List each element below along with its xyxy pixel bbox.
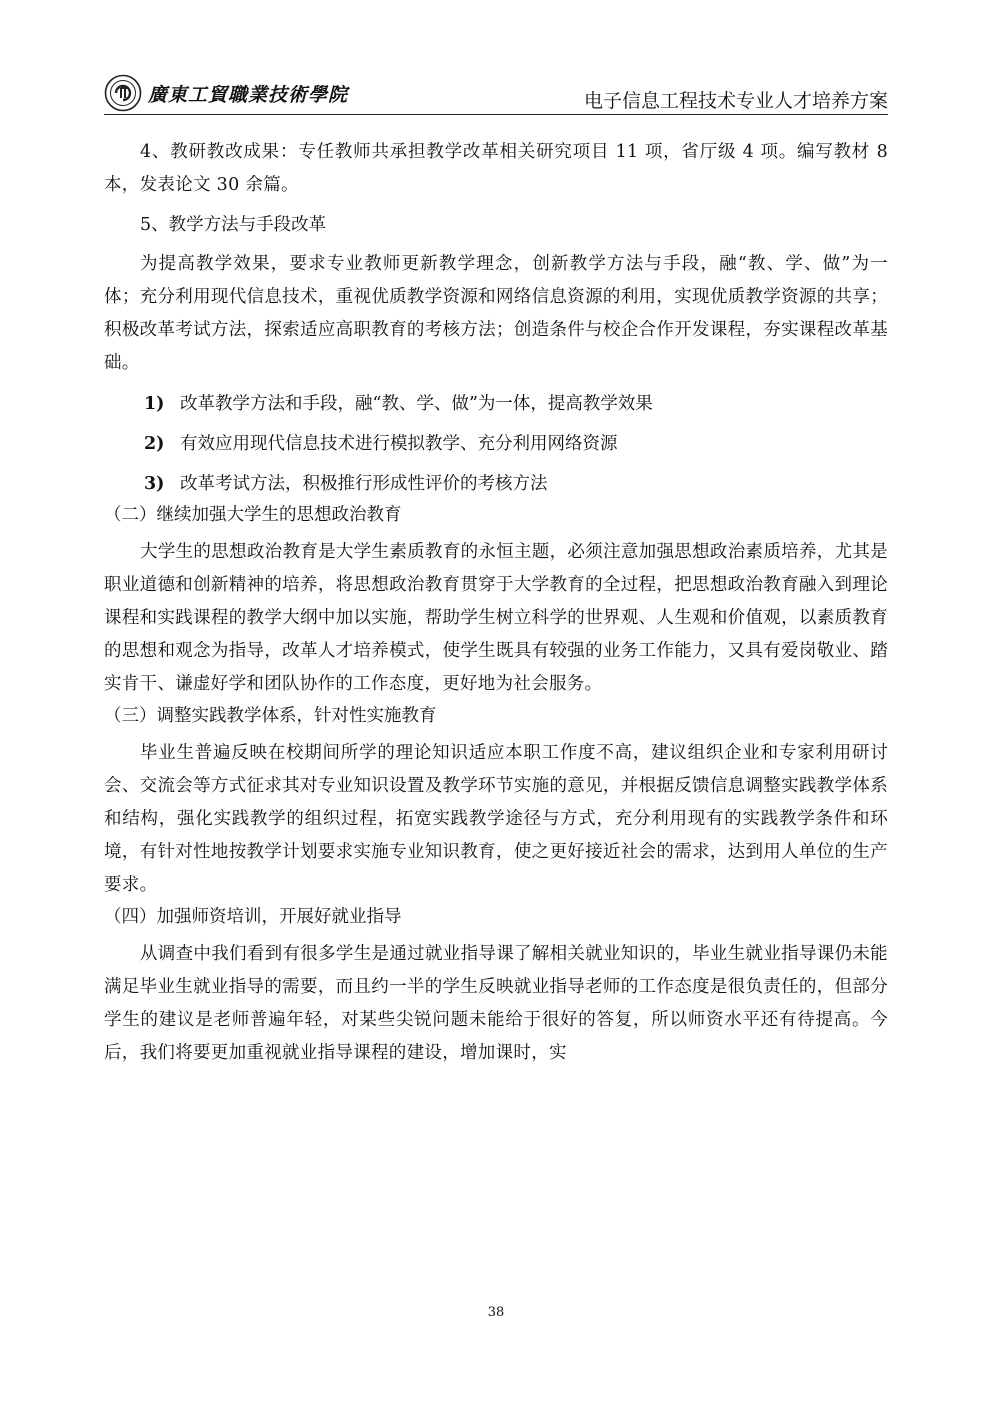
list-number: 3): [144, 474, 165, 494]
list-number: 1): [144, 394, 165, 414]
list-item: [104, 464, 888, 504]
page-number: 38: [487, 1305, 505, 1320]
paragraph-teacher-training: 从调查中我们看到有很多学生是通过就业指导课了解相关就业知识的，毕业生就业指导课仍未能满足毕业生就业指导的需要，而且约一半的学生反映就业指导老师的工作态度是很负责任的，但部分学生的建议是老师普遍年轻，对某些尖锐问题未能给于很好的答复，所以师资水平还有待提高。今后，我们将要更加重视就业指导课程的建设，增加课时，实: [104, 944, 888, 1063]
list-text: 改革考试方法，积极推行形成性评价的考核方法: [180, 474, 548, 494]
section-heading-political-education: （二）继续加强大学生的思想政治教育: [104, 505, 402, 525]
list-item: [104, 424, 888, 464]
section-heading-practice-teaching: （三）调整实践教学体系，针对性实施教育: [104, 706, 437, 726]
paragraph-research-results: 4、教研教改成果：专任教师共承担教学改革相关研究项目 11 项，省厅级 4 项。编写教材 8 本，发表论文 30 余篇。: [104, 142, 888, 195]
list-text: 改革教学方法和手段，融“教、学、做”为一体，提高教学效果: [180, 394, 653, 414]
paragraph-political-education: 大学生的思想政治教育是大学生素质教育的永恒主题，必须注意加强思想政治素质培养，尤其是职业道德和创新精神的培养，将思想政治教育贯穿于大学教育的全过程，把思想政治教育融入到理论课程和实践课程的教学大纲中加以实施，帮助学生树立科学的世界观、人生观和价值观，以素质教育的思想和观念为指导，改革人才培养模式，使学生既具有较强的业务工作能力，又具有爱岗敬业、踏实肯干、谦虚好学和团队协作的工作态度，更好地为社会服务。: [104, 542, 888, 694]
heading-teaching-methods: 5、教学方法与手段改革: [140, 215, 327, 235]
paragraph-practice-teaching: 毕业生普遍反映在校期间所学的理论知识适应本职工作度不高，建议组织企业和专家利用研讨会、交流会等方式征求其对专业知识设置及教学环节实施的意见，并根据反馈信息调整实践教学体系和结构，强化实践教学的组织过程，拓宽实践教学途径与方式，充分利用现有的实践教学条件和环境，有针对性地按教学计划要求实施专业知识教育，使之更好接近社会的需求，达到用人单位的生产要求。: [104, 743, 888, 895]
document-title: 电子信息工程技术专业人才培养方案: [583, 90, 888, 112]
paragraph-teaching-methods: 为提高教学效果，要求专业教师更新教学理念，创新教学方法与手段，融“教、学、做”为一体；充分利用现代信息技术，重视优质教学资源和网络信息资源的利用，实现优质教学资源的共享；积极改革考试方法，探索适应高职教育的考核方法；创造条件与校企合作开发课程，夯实课程改革基础。: [104, 254, 888, 373]
page-content: [104, 136, 888, 1070]
section-heading-teacher-training: （四）加强师资培训，开展好就业指导: [104, 907, 402, 927]
list-item: [104, 384, 888, 424]
list-number: 2): [144, 434, 165, 454]
list-text: 有效应用现代信息技术进行模拟教学、充分利用网络资源: [180, 434, 618, 454]
school-logo-icon: [104, 74, 142, 112]
header-divider: [104, 114, 888, 115]
school-name: 廣東工貿職業技術學院: [148, 84, 349, 106]
page-header: [104, 70, 888, 114]
